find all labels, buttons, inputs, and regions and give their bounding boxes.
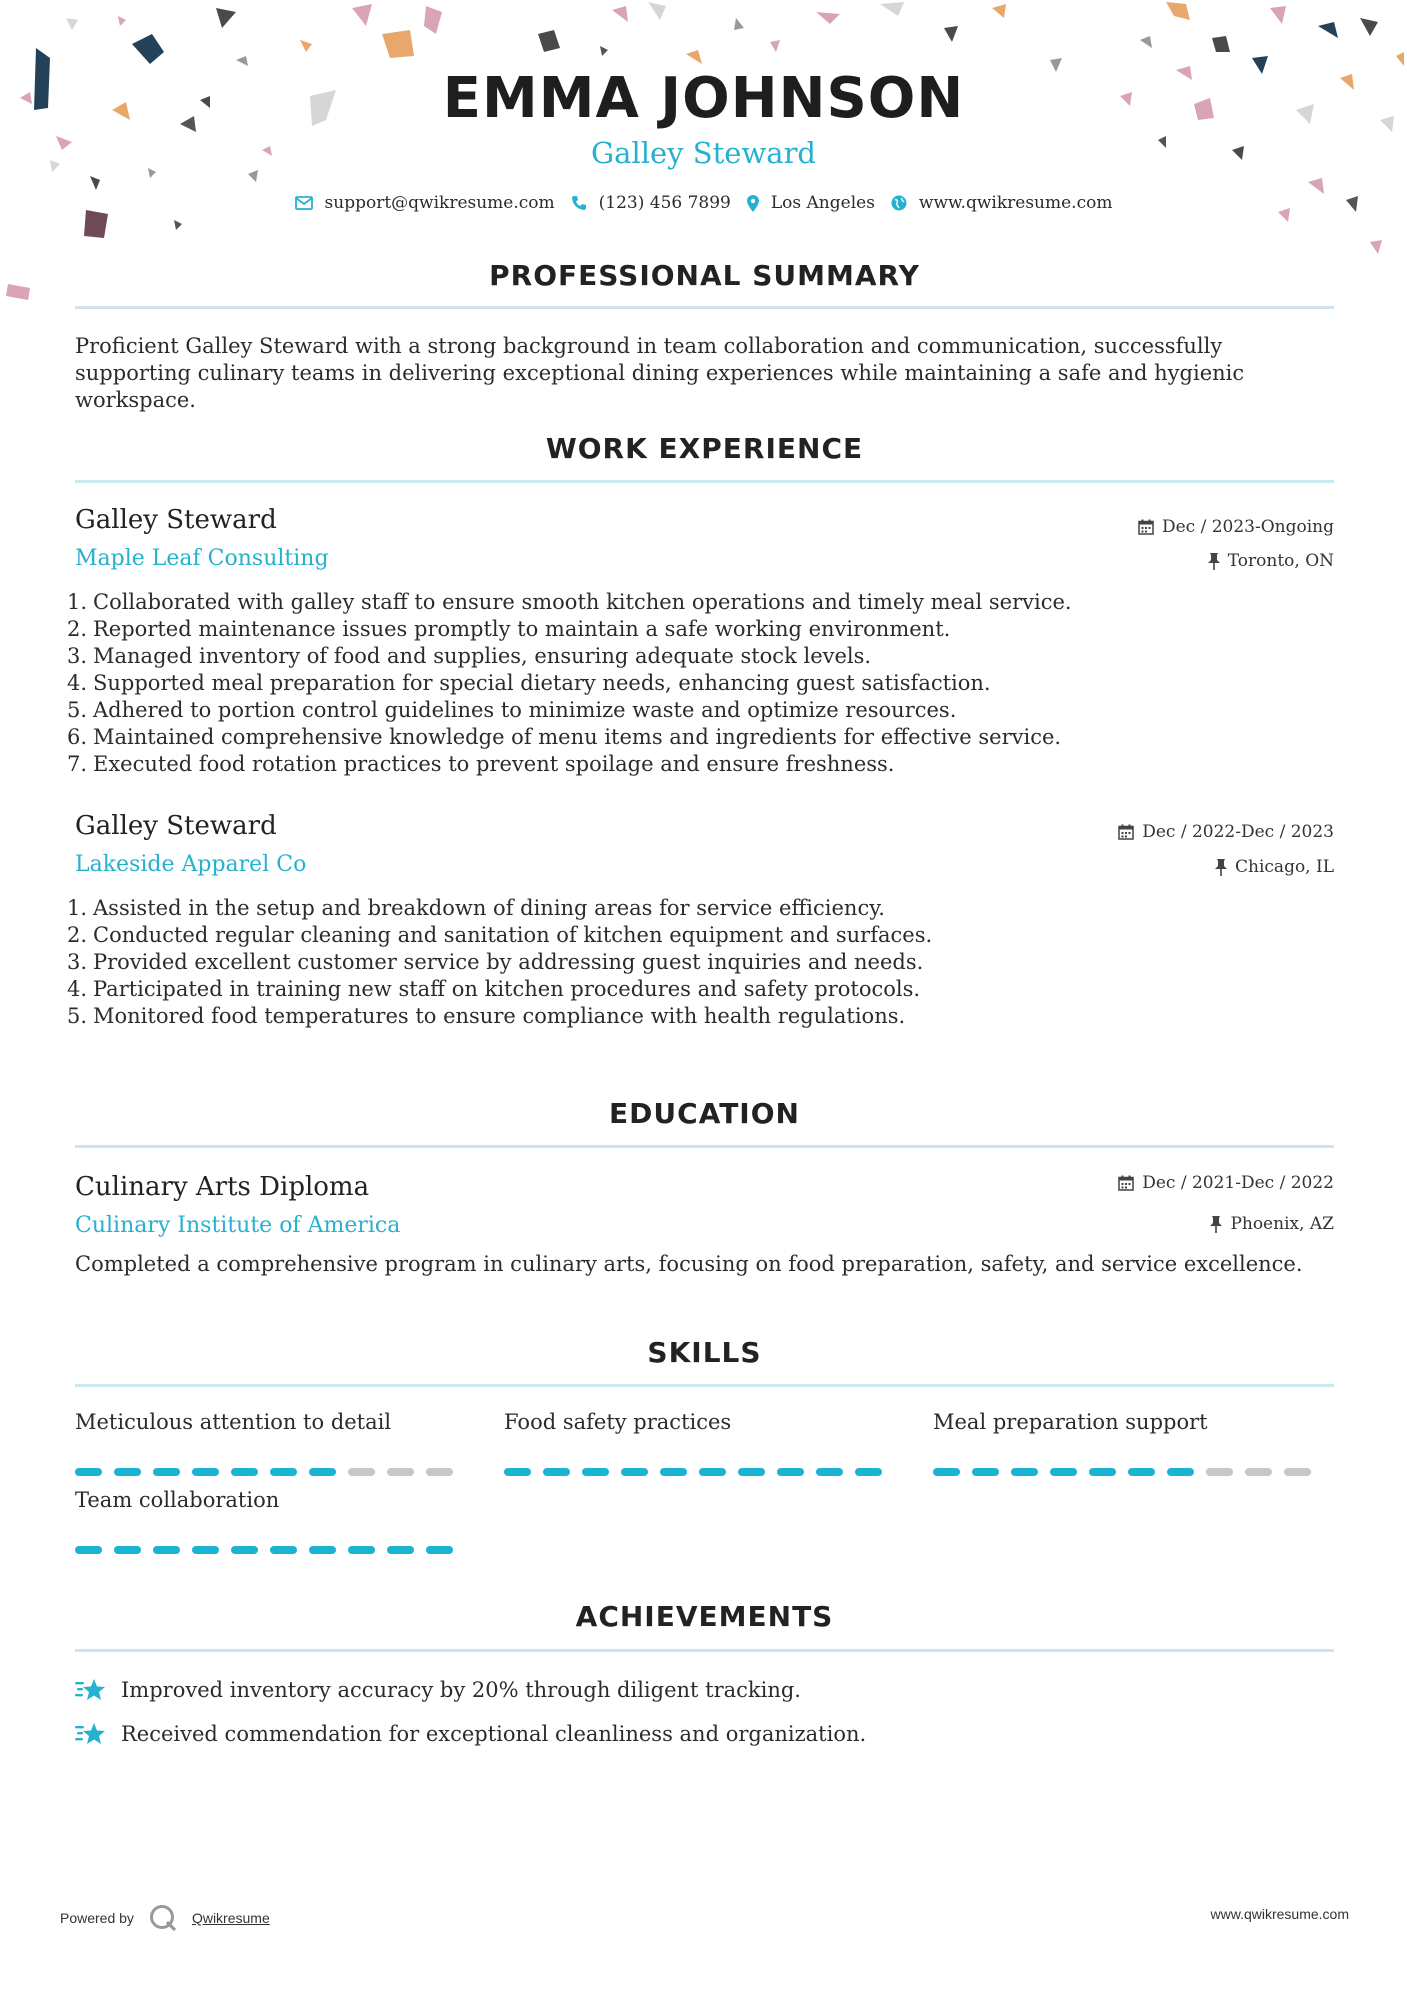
envelope-icon xyxy=(295,196,313,210)
skill-dash xyxy=(114,1546,141,1554)
job-bullets xyxy=(67,589,1327,778)
skill-item xyxy=(933,1410,1313,1476)
summary-heading: PROFESSIONAL SUMMARY xyxy=(489,259,920,292)
qwikresume-link[interactable]: Qwikresume xyxy=(191,1910,270,1926)
skill-dash xyxy=(309,1546,336,1554)
skill-dash xyxy=(426,1546,453,1554)
education-dates-text: Dec / 2021-Dec / 2022 xyxy=(1142,1173,1334,1193)
map-pin-icon xyxy=(747,195,759,212)
skill-dash xyxy=(933,1468,960,1476)
bullet-number: 2. xyxy=(67,617,88,641)
list-item xyxy=(67,1003,1327,1030)
skills-divider xyxy=(75,1384,1334,1387)
education-description: Completed a comprehensive program in culinary arts, focusing on food preparation, safety, and service excellence. xyxy=(75,1252,1303,1276)
achievements-heading: ACHIEVEMENTS xyxy=(575,1600,834,1633)
bullet-number: 5. xyxy=(67,698,88,722)
skill-dash xyxy=(582,1468,609,1476)
achievement-text: Received commendation for exceptional cleanliness and organization. xyxy=(121,1722,867,1746)
bullet-text: Executed food rotation practices to prevent spoilage and ensure freshness. xyxy=(93,752,895,776)
skill-name: Meal preparation support xyxy=(933,1410,1208,1434)
bullet-text: Managed inventory of food and supplies, ensuring adequate stock levels. xyxy=(93,644,872,668)
skill-level-bar xyxy=(504,1468,884,1476)
skill-level-bar xyxy=(75,1546,455,1554)
bullet-number: 6. xyxy=(67,725,88,749)
skill-dash xyxy=(855,1468,882,1476)
skill-dash xyxy=(75,1468,102,1476)
list-item xyxy=(67,922,1327,949)
degree-title: Culinary Arts Diploma xyxy=(75,1172,370,1202)
job-company: Lakeside Apparel Co xyxy=(75,852,307,877)
achievement-item xyxy=(75,1721,866,1747)
skill-dash xyxy=(1245,1468,1272,1476)
bullet-number: 1. xyxy=(67,896,88,920)
skill-dash xyxy=(816,1468,843,1476)
skill-dash xyxy=(387,1546,414,1554)
job-dates-text: Dec / 2023-Ongoing xyxy=(1161,517,1334,537)
calendar-icon xyxy=(1118,824,1134,840)
education-divider xyxy=(75,1145,1334,1148)
job-location-text: Toronto, ON xyxy=(1227,551,1334,571)
skill-dash xyxy=(660,1468,687,1476)
footer-website[interactable]: www.qwikresume.com xyxy=(1210,1906,1349,1922)
skill-dash xyxy=(621,1468,648,1476)
website-text: www.qwikresume.com xyxy=(918,193,1113,213)
skill-dash xyxy=(543,1468,570,1476)
experience-divider xyxy=(75,480,1334,483)
candidate-name: EMMA JOHNSON xyxy=(442,66,965,131)
contact-bar xyxy=(0,193,1407,213)
skill-name: Meticulous attention to detail xyxy=(75,1410,392,1434)
skill-dash xyxy=(1050,1468,1077,1476)
job-title: Galley Steward xyxy=(75,811,277,841)
skill-item xyxy=(504,1410,884,1476)
achievement-text: Improved inventory accuracy by 20% through diligent tracking. xyxy=(121,1678,801,1702)
skill-dash xyxy=(1167,1468,1194,1476)
bullet-number: 4. xyxy=(67,671,88,695)
contact-location xyxy=(747,193,875,213)
list-item xyxy=(67,976,1327,1003)
skill-dash xyxy=(1089,1468,1116,1476)
skill-dash xyxy=(699,1468,726,1476)
pushpin-icon xyxy=(1215,859,1227,876)
pushpin-icon xyxy=(1210,1216,1222,1233)
skill-dash xyxy=(348,1546,375,1554)
skill-item xyxy=(75,1488,455,1554)
list-item xyxy=(67,751,1327,778)
contact-email[interactable] xyxy=(295,193,555,213)
calendar-icon xyxy=(1138,519,1154,535)
skill-dash xyxy=(1206,1468,1233,1476)
achievements-divider xyxy=(75,1649,1334,1652)
education-location xyxy=(1210,1214,1334,1234)
skill-dash xyxy=(153,1546,180,1554)
skill-dash xyxy=(348,1468,375,1476)
candidate-role: Galley Steward xyxy=(591,136,816,170)
bullet-number: 3. xyxy=(67,644,88,668)
education-dates xyxy=(1118,1173,1334,1193)
skill-dash xyxy=(1128,1468,1155,1476)
skill-dash xyxy=(738,1468,765,1476)
contact-phone[interactable] xyxy=(571,193,731,213)
job-location xyxy=(1208,551,1334,571)
summary-text: Proficient Galley Steward with a strong background in team collaboration and communication, successfully supporting culinary teams in delivering exceptional dining experiences while maintaining a safe and hygienic workspace. xyxy=(75,334,1245,412)
bullet-number: 1. xyxy=(67,590,88,614)
job-title: Galley Steward xyxy=(75,505,277,535)
skill-name: Food safety practices xyxy=(504,1410,732,1434)
skills-heading: SKILLS xyxy=(647,1336,762,1369)
list-item xyxy=(67,697,1327,724)
phone-icon xyxy=(571,195,587,211)
job-dates xyxy=(1138,517,1334,537)
list-item xyxy=(67,949,1327,976)
experience-heading: WORK EXPERIENCE xyxy=(545,432,864,465)
skill-dash xyxy=(231,1546,258,1554)
skill-dash xyxy=(504,1468,531,1476)
skill-level-bar xyxy=(75,1468,455,1476)
location-text: Los Angeles xyxy=(770,193,875,213)
shooting-star-icon xyxy=(75,1721,107,1747)
bullet-text: Adhered to portion control guidelines to minimize waste and optimize resources. xyxy=(93,698,957,722)
job-location xyxy=(1215,857,1334,877)
skill-dash xyxy=(192,1468,219,1476)
bullet-text: Provided excellent customer service by addressing guest inquiries and needs. xyxy=(93,950,924,974)
email-text: support@qwikresume.com xyxy=(324,193,555,213)
skill-dash xyxy=(777,1468,804,1476)
list-item xyxy=(67,670,1327,697)
bullet-text: Collaborated with galley staff to ensure smooth kitchen operations and timely meal service. xyxy=(93,590,1072,614)
bullet-number: 2. xyxy=(67,923,88,947)
achievement-item xyxy=(75,1677,801,1703)
bullet-text: Supported meal preparation for special dietary needs, enhancing guest satisfaction. xyxy=(93,671,991,695)
contact-website[interactable] xyxy=(891,193,1113,213)
skill-level-bar xyxy=(933,1468,1313,1476)
bullet-text: Assisted in the setup and breakdown of dining areas for service efficiency. xyxy=(93,896,885,920)
job-dates-text: Dec / 2022-Dec / 2023 xyxy=(1142,822,1334,842)
skill-dash xyxy=(426,1468,453,1476)
school-name: Culinary Institute of America xyxy=(75,1213,401,1238)
bullet-number: 3. xyxy=(67,950,88,974)
bullet-text: Participated in training new staff on kitchen procedures and safety protocols. xyxy=(93,977,921,1001)
list-item xyxy=(67,895,1327,922)
bullet-text: Maintained comprehensive knowledge of menu items and ingredients for effective service. xyxy=(93,725,1062,749)
skill-dash xyxy=(1284,1468,1311,1476)
bullet-text: Conducted regular cleaning and sanitation of kitchen equipment and surfaces. xyxy=(93,923,933,947)
skill-dash xyxy=(231,1468,258,1476)
footer-branding xyxy=(60,1903,270,1933)
skill-dash xyxy=(75,1546,102,1554)
skill-dash xyxy=(114,1468,141,1476)
bullet-text: Reported maintenance issues promptly to maintain a safe working environment. xyxy=(93,617,951,641)
job-company: Maple Leaf Consulting xyxy=(75,546,329,571)
bullet-number: 5. xyxy=(67,1004,88,1028)
shooting-star-icon xyxy=(75,1677,107,1703)
skill-dash xyxy=(309,1468,336,1476)
skill-name: Team collaboration xyxy=(75,1488,280,1512)
list-item xyxy=(67,589,1327,616)
qwikresume-logo-icon xyxy=(148,1903,178,1933)
summary-divider xyxy=(75,306,1334,309)
skill-dash xyxy=(387,1468,414,1476)
phone-text: (123) 456 7899 xyxy=(598,193,731,213)
powered-by-label: Powered by xyxy=(60,1910,134,1926)
education-location-text: Phoenix, AZ xyxy=(1230,1214,1334,1234)
skill-dash xyxy=(1011,1468,1038,1476)
list-item xyxy=(67,724,1327,751)
bullet-number: 7. xyxy=(67,752,88,776)
globe-icon xyxy=(891,195,907,211)
job-bullets xyxy=(67,895,1327,1030)
list-item xyxy=(67,643,1327,670)
pushpin-icon xyxy=(1208,553,1220,570)
job-location-text: Chicago, IL xyxy=(1235,857,1334,877)
bullet-number: 4. xyxy=(67,977,88,1001)
calendar-icon xyxy=(1118,1175,1134,1191)
skill-dash xyxy=(270,1468,297,1476)
education-heading: EDUCATION xyxy=(609,1097,800,1130)
skill-dash xyxy=(972,1468,999,1476)
skill-item xyxy=(75,1410,455,1476)
skill-dash xyxy=(270,1546,297,1554)
list-item xyxy=(67,616,1327,643)
skill-dash xyxy=(192,1546,219,1554)
job-dates xyxy=(1118,822,1334,842)
skill-dash xyxy=(153,1468,180,1476)
bullet-text: Monitored food temperatures to ensure compliance with health regulations. xyxy=(93,1004,906,1028)
